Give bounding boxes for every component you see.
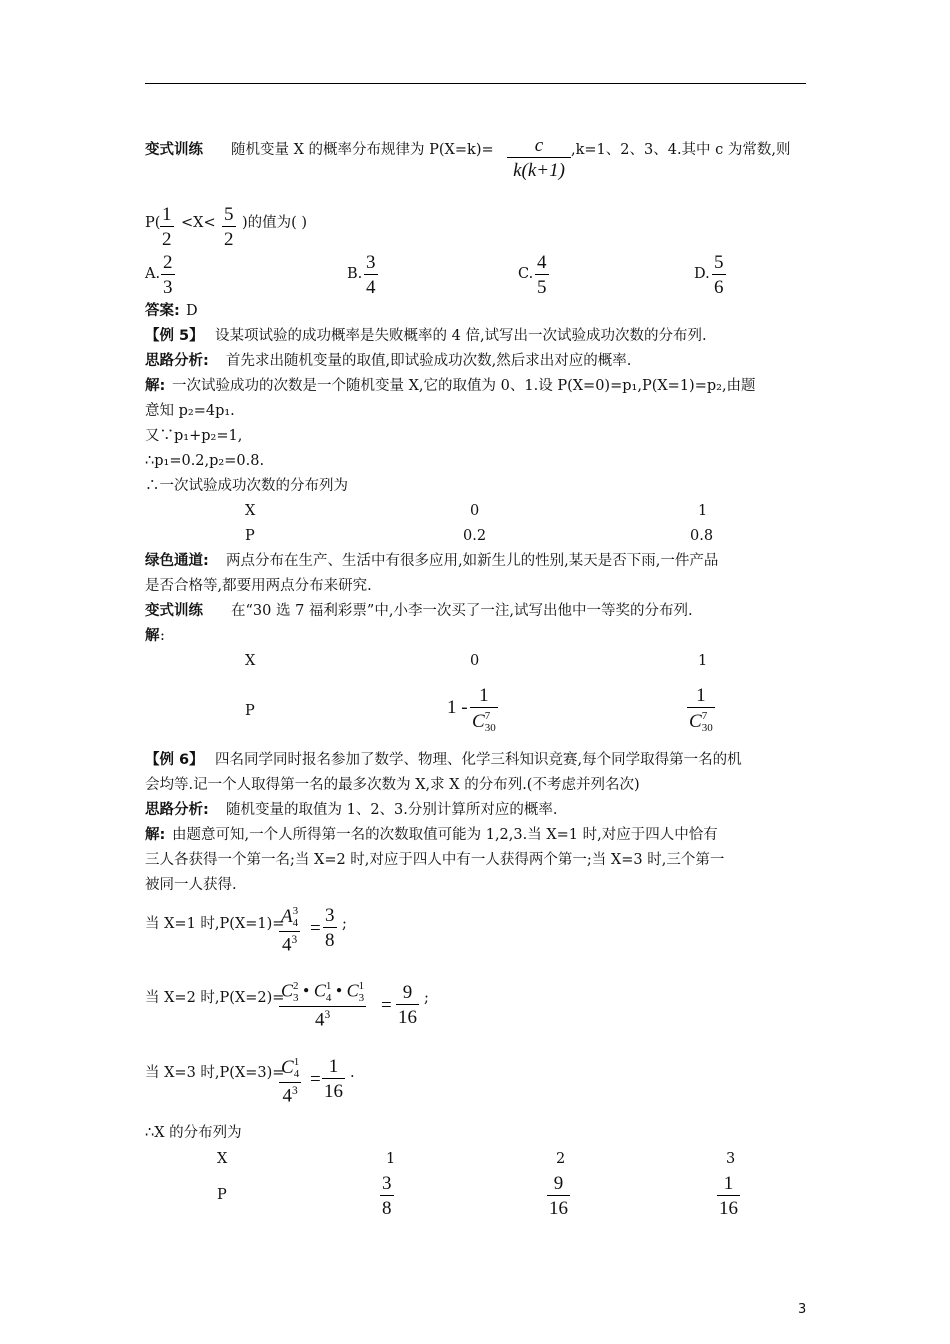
table2-x-label: X (245, 653, 256, 669)
variant-question-text-cont: ,k=1、2、3、4.其中 c 为常数,则 (571, 142, 791, 158)
option-c-fraction: 4 5 (537, 252, 547, 298)
solution-6-label: 解: (145, 827, 166, 843)
analysis-6-label: 思路分析: (145, 802, 209, 818)
example-5-text: 设某项试验的成功概率是失败概率的 4 倍,试写出一次试验成功次数的分布列. (215, 328, 707, 344)
inequality-text: <X< (181, 215, 216, 231)
table3-p-value: 9 16 (549, 1173, 568, 1219)
option-a-fraction: 2 3 (163, 252, 173, 298)
prob-open: P( (145, 215, 161, 231)
table2-x-value: 1 (698, 653, 708, 669)
green-channel-text-1: 两点分布在生产、生活中有很多应用,如新生儿的性别,某天是否下雨,一件产品 (226, 553, 719, 569)
table2-p-label: P (245, 703, 255, 719)
table2-x-value: 0 (470, 653, 480, 669)
solution-2-label: 解 (145, 628, 160, 644)
pmf-fraction: c k(k+1) (507, 136, 571, 180)
option-a-label: A. (145, 266, 161, 282)
upper-bound-fraction: 5 2 (224, 204, 234, 250)
table-x-value: 1 (698, 503, 708, 519)
variant-training-label: 变式训练 (145, 142, 203, 158)
analysis-6-text: 随机变量的取值为 1、2、3.分别计算所对应的概率. (226, 802, 558, 818)
table3-x-value: 2 (556, 1151, 566, 1167)
option-d-fraction: 5 6 (714, 252, 724, 298)
case-2-frac: C 2 3 • C 1 4 • C 1 3 $4^3$ (281, 980, 365, 1031)
answer-value: D (186, 303, 198, 319)
table3-x-label: X (217, 1151, 228, 1167)
variant-training-2-label: 变式训练 (145, 603, 203, 619)
option-b-label: B. (347, 266, 363, 282)
solution-2-colon: : (160, 628, 165, 644)
solution-6-line-1: 由题意可知,一个人所得第一名的次数取值可能为 1,2,3.当 X=1 时,对应于四人中恰有 (172, 827, 718, 843)
variant-question-text: 随机变量 X 的概率分布规律为 P(X=k)= (231, 142, 494, 158)
case-1-result: 3 8 (325, 905, 335, 951)
table3-p-value: 3 8 (382, 1173, 392, 1219)
one-minus: 1 - (447, 697, 468, 718)
case-1-end: ; (342, 916, 347, 932)
case-2-result: 9 16 (398, 982, 417, 1028)
table-p-label: P (245, 528, 255, 544)
green-channel-text-2: 是否合格等,都要用两点分布来研究. (145, 578, 372, 594)
table3-x-value: 1 (386, 1151, 396, 1167)
case-2-equals: = (381, 995, 392, 1016)
table3-p-value: 1 16 (719, 1173, 738, 1219)
solution-6-line-2: 三人各获得一个第一名;当 X=2 时,对应于四人中有一人获得两个第一;当 X=3 时,三个第一 (145, 852, 725, 868)
case-3-equals: = (310, 1069, 321, 1090)
case-2-end: ; (424, 990, 429, 1006)
option-c-label: C. (518, 266, 534, 282)
solution-line-2: 意知 p₂=4p₁. (145, 403, 235, 419)
page-number: 3 (798, 1302, 807, 1317)
table-x-value: 0 (470, 503, 480, 519)
case-3-result: 1 16 (324, 1056, 343, 1102)
solution-6-line-3: 被同一人获得. (145, 877, 237, 893)
option-d-label: D. (694, 266, 710, 282)
solution-line-5: ∴一次试验成功次数的分布列为 (145, 478, 348, 494)
case-1-equals: = (310, 918, 321, 939)
analysis-label: 思路分析: (145, 353, 209, 369)
lottery-prob-fraction-2: 1 C 7 30 (689, 685, 713, 734)
variant-training-2-text: 在“30 选 7 福利彩票”中,小李一次买了一注,试写出他中一等奖的分布列. (231, 603, 693, 619)
case-1-frac: A 3 4 $4^3$ (281, 905, 299, 956)
lower-bound-fraction: 1 2 (162, 204, 172, 250)
analysis-text: 首先求出随机变量的取值,即试验成功次数,然后求出对应的概率. (226, 353, 632, 369)
example-6-label: 【例 6】 (145, 752, 204, 768)
table3-p-label: P (217, 1187, 227, 1203)
case-3-end: . (350, 1065, 355, 1081)
answer-label: 答案: (145, 303, 180, 319)
case-3-frac: C 1 4 $4^3$ (281, 1056, 300, 1107)
solution-line-1: 一次试验成功的次数是一个随机变量 X,它的取值为 0、1.设 P(X=0)=p₁,P(X=1)=p₂,由题 (172, 378, 756, 394)
solution-label: 解: (145, 378, 166, 394)
table-x-label: X (245, 503, 256, 519)
case-1-text: 当 X=1 时,P(X=1)= (145, 916, 285, 932)
example-6-text-1: 四名同学同时报名参加了数学、物理、化学三科知识竞赛,每个同学取得第一名的机 (215, 752, 742, 768)
solution-line-3: 又∵p₁+p₂=1, (145, 428, 243, 444)
table-p-value: 0.2 (463, 528, 487, 544)
header-rule (145, 83, 806, 84)
table3-x-value: 3 (726, 1151, 736, 1167)
example-6-text-2: 会均等.记一个人取得第一名的最多次数为 X,求 X 的分布列.(不考虑并列名次) (145, 777, 640, 793)
case-2-text: 当 X=2 时,P(X=2)= (145, 990, 285, 1006)
table-p-value: 0.8 (690, 528, 714, 544)
solution-line-4: ∴p₁=0.2,p₂=0.8. (145, 453, 265, 469)
lottery-prob-fraction: 1 C 7 30 (472, 685, 496, 734)
case-3-text: 当 X=3 时,P(X=3)= (145, 1065, 285, 1081)
question-close: )的值为( ) (242, 215, 308, 231)
distribution-intro: ∴X 的分布列为 (145, 1125, 242, 1141)
option-b-fraction: 3 4 (366, 252, 376, 298)
example-5-label: 【例 5】 (145, 328, 204, 344)
green-channel-label: 绿色通道: (145, 553, 209, 569)
